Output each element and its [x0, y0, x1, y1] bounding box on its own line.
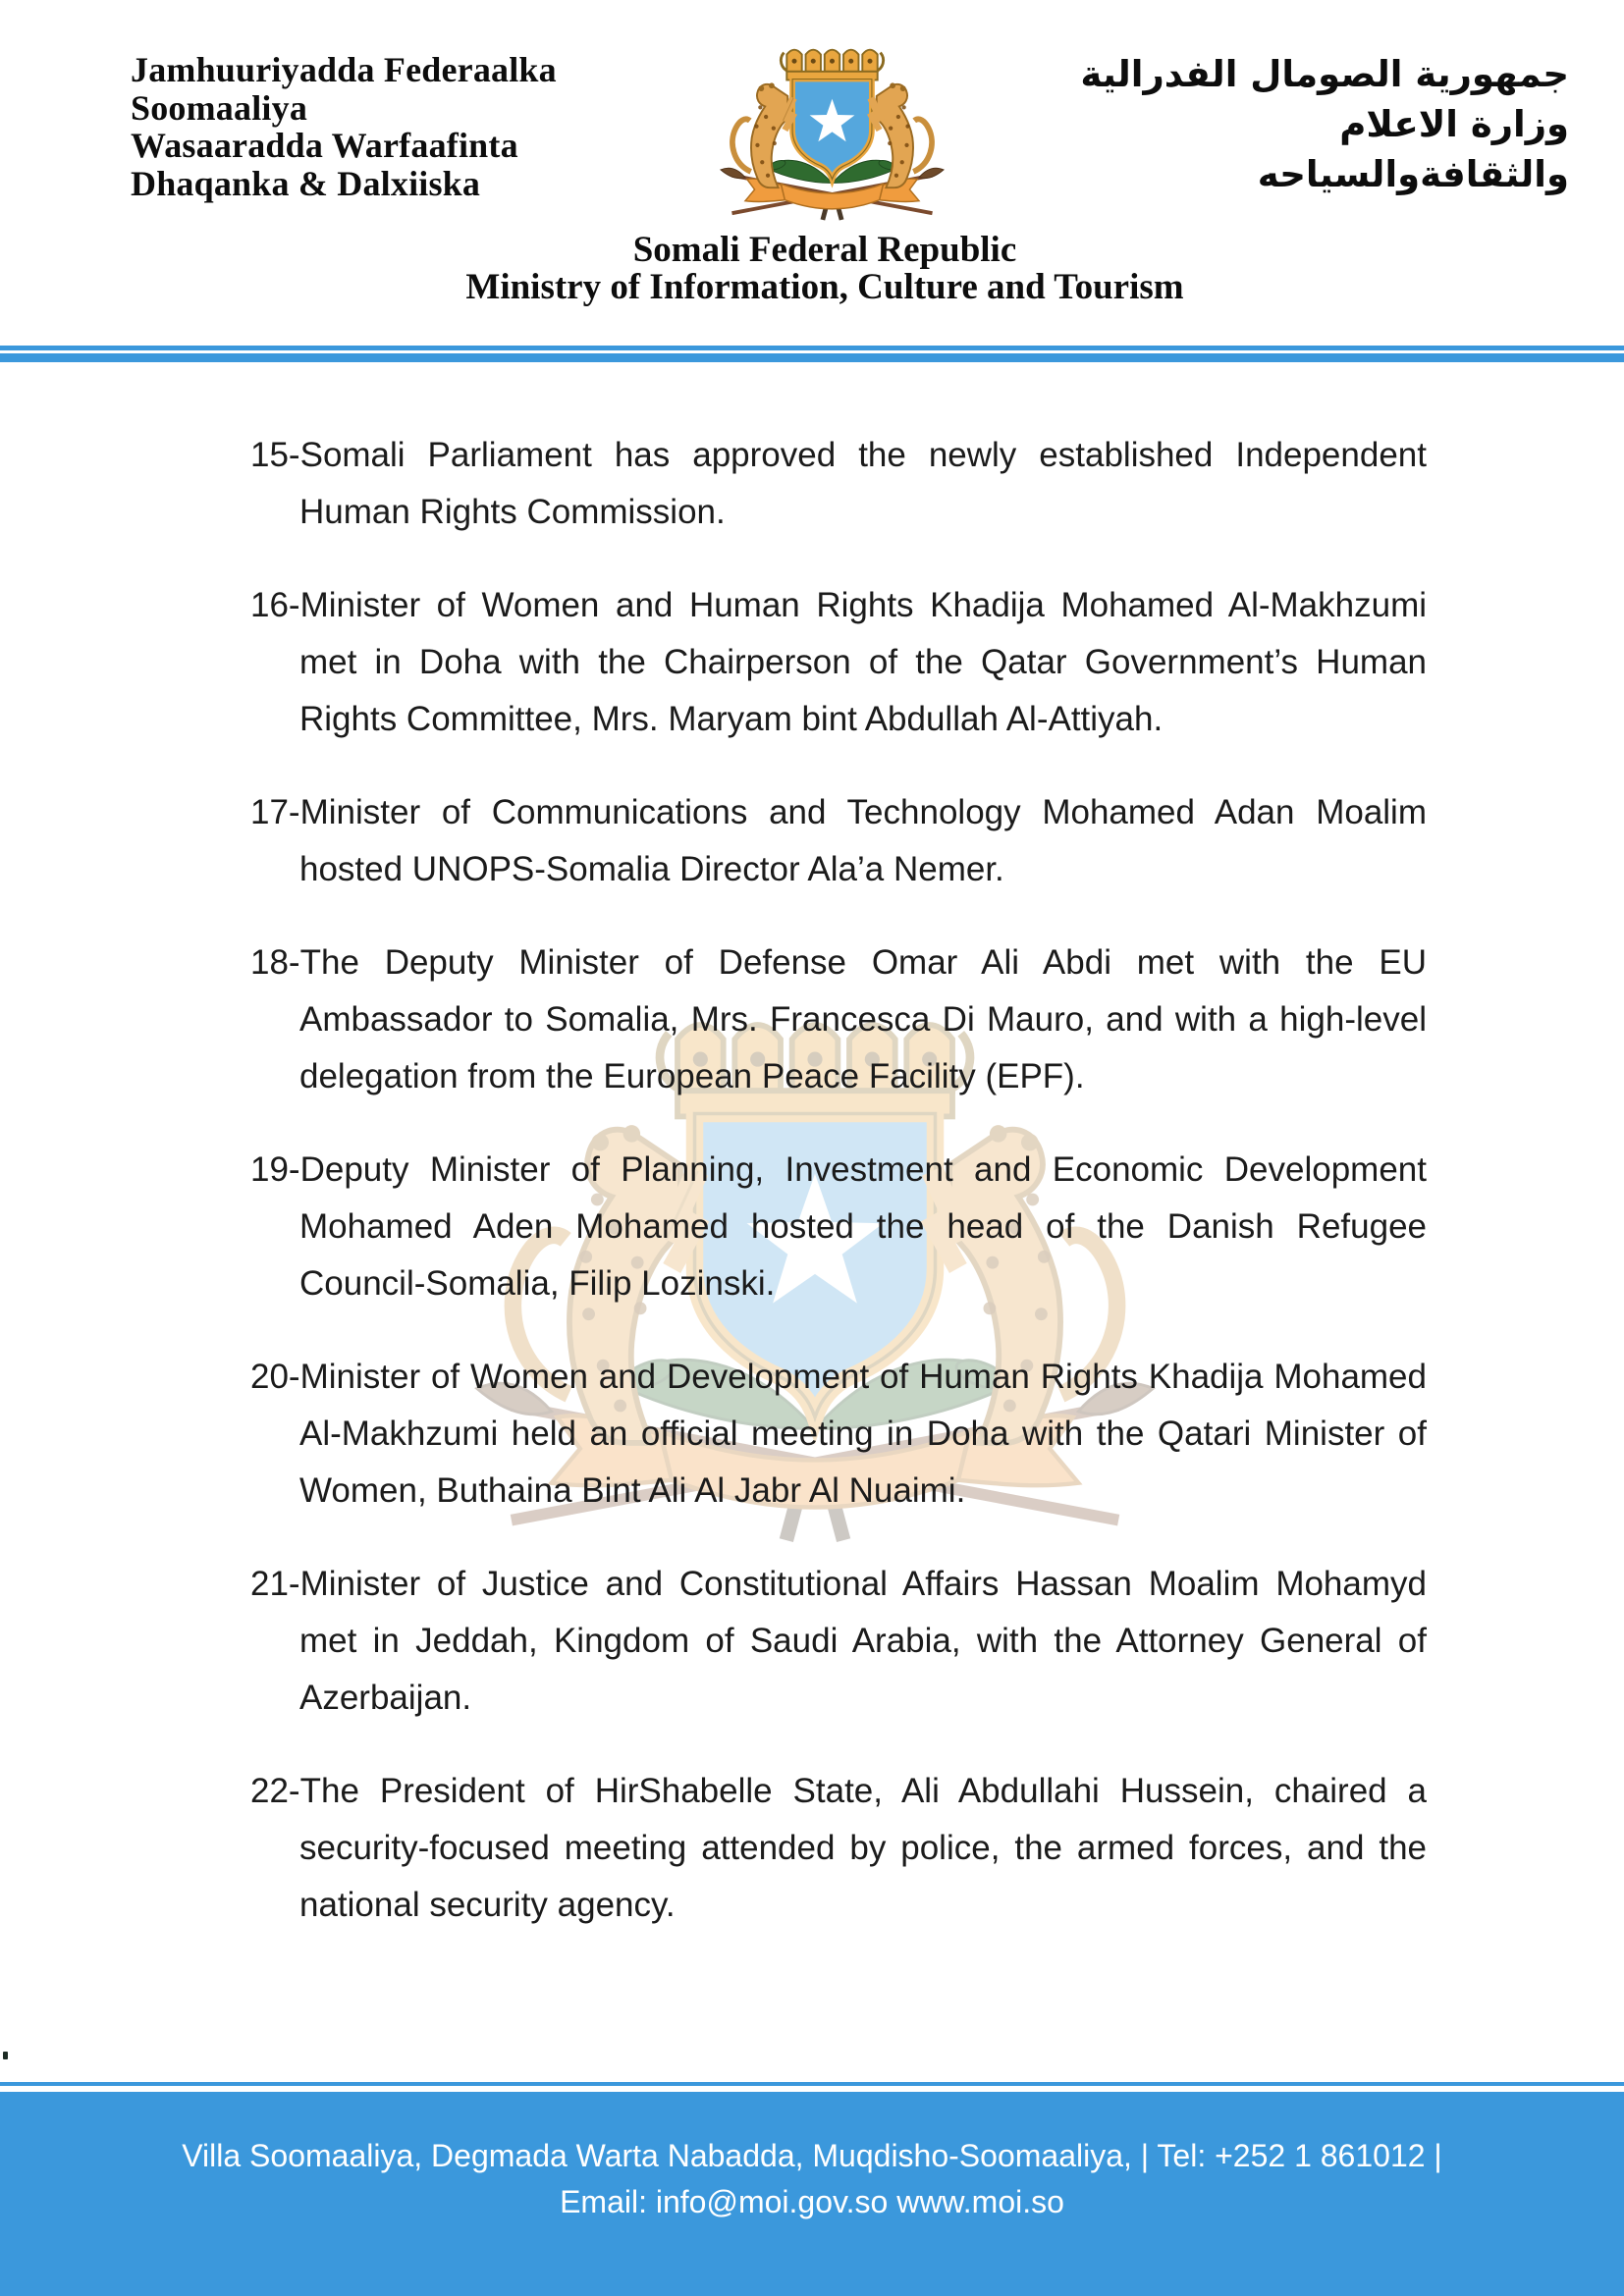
- list-item: [250, 427, 1427, 541]
- news-items-list: [250, 427, 1427, 1970]
- item-number: 22-: [250, 1772, 300, 1810]
- ministry-name-somali-line2: Soomaaliya: [131, 87, 308, 128]
- item-number: 21-: [250, 1565, 300, 1603]
- document-title-line1: Somali Federal Republic: [632, 230, 1017, 270]
- item-text: The Deputy Minister of Defense Omar Ali Abdi met with the EU Ambassador to Somalia, Mrs. Francesca Di Mauro, and with a high-level delegation from the European Peace Facility (EPF).: [299, 943, 1427, 1095]
- list-item: [250, 1763, 1427, 1934]
- ministry-name-arabic: [1080, 49, 1569, 199]
- header-separator-thick: [0, 353, 1624, 362]
- ministry-name-somali-line4: Dhaqanka & Dalxiiska: [131, 163, 481, 203]
- footer-contact: [0, 2092, 1624, 2225]
- item-number: 16-: [250, 586, 300, 624]
- stray-period-mark: [3, 2052, 8, 2059]
- item-text: Somali Parliament has approved the newly established Independent Human Rights Commission.: [299, 436, 1427, 531]
- ministry-name-arabic-line3: والثقافةوالسياحه: [1257, 153, 1569, 195]
- item-number: 20-: [250, 1358, 300, 1396]
- footer-address-line: Villa Soomaaliya, Degmada Warta Nabadda, Muqdisho-Soomaaliya, | Tel: +252 1 861012 |: [182, 2138, 1442, 2173]
- document-title: [13, 232, 1624, 306]
- somalia-coat-of-arms-icon: [719, 39, 946, 221]
- list-item: [250, 577, 1427, 748]
- item-text: Minister of Women and Development of Human Rights Khadija Mohamed Al-Makhzumi held an official meeting in Doha with the Qatari Minister of Women, Buthaina Bint Ali Al Jabr Al Nuaimi.: [299, 1358, 1427, 1510]
- list-item: [250, 1142, 1427, 1312]
- item-text: Minister of Communications and Technology Mohamed Adan Moalim hosted UNOPS-Somalia Director Ala’a Nemer.: [299, 793, 1427, 888]
- ministry-name-somali-line3: Wasaaradda Warfaafinta: [131, 126, 518, 165]
- ministry-name-arabic-line2: وزارة الاعلام: [1339, 103, 1569, 145]
- item-number: 18-: [250, 943, 300, 982]
- footer-email-line: Email: info@moi.gov.so www.moi.so: [560, 2184, 1064, 2219]
- item-number: 15-: [250, 436, 300, 474]
- document-title-line2: Ministry of Information, Culture and Tourism: [465, 267, 1184, 307]
- footer-bar: [0, 2092, 1624, 2296]
- list-item: [250, 934, 1427, 1105]
- list-item: [250, 784, 1427, 898]
- item-text: Minister of Women and Human Rights Khadija Mohamed Al-Makhzumi met in Doha with the Chairperson of the Qatar Government’s Human Rights Committee, Mrs. Maryam bint Abdullah Al-Attiyah.: [299, 586, 1427, 738]
- list-item: [250, 1349, 1427, 1520]
- ministry-name-somali-line1: Jamhuuriyadda Federaalka: [131, 50, 557, 89]
- ministry-name-somali: [131, 51, 557, 202]
- item-text: The President of HirShabelle State, Ali Abdullahi Hussein, chaired a security-focused meeting attended by police, the armed forces, and the national security agency.: [299, 1772, 1427, 1924]
- list-item: [250, 1556, 1427, 1727]
- ministry-name-arabic-line1: جمهورية الصومال الفدرالية: [1080, 53, 1569, 95]
- footer-separator-thin: [0, 2082, 1624, 2086]
- item-number: 19-: [250, 1150, 300, 1189]
- item-text: Deputy Minister of Planning, Investment and Economic Development Mohamed Aden Mohamed hosted the head of the Danish Refugee Council-Somalia, Filip Lozinski.: [299, 1150, 1427, 1303]
- item-number: 17-: [250, 793, 300, 831]
- item-text: Minister of Justice and Constitutional Affairs Hassan Moalim Mohamyd met in Jeddah, Kingdom of Saudi Arabia, with the Attorney General of Azerbaijan.: [299, 1565, 1427, 1717]
- header-separator-thin: [0, 346, 1624, 350]
